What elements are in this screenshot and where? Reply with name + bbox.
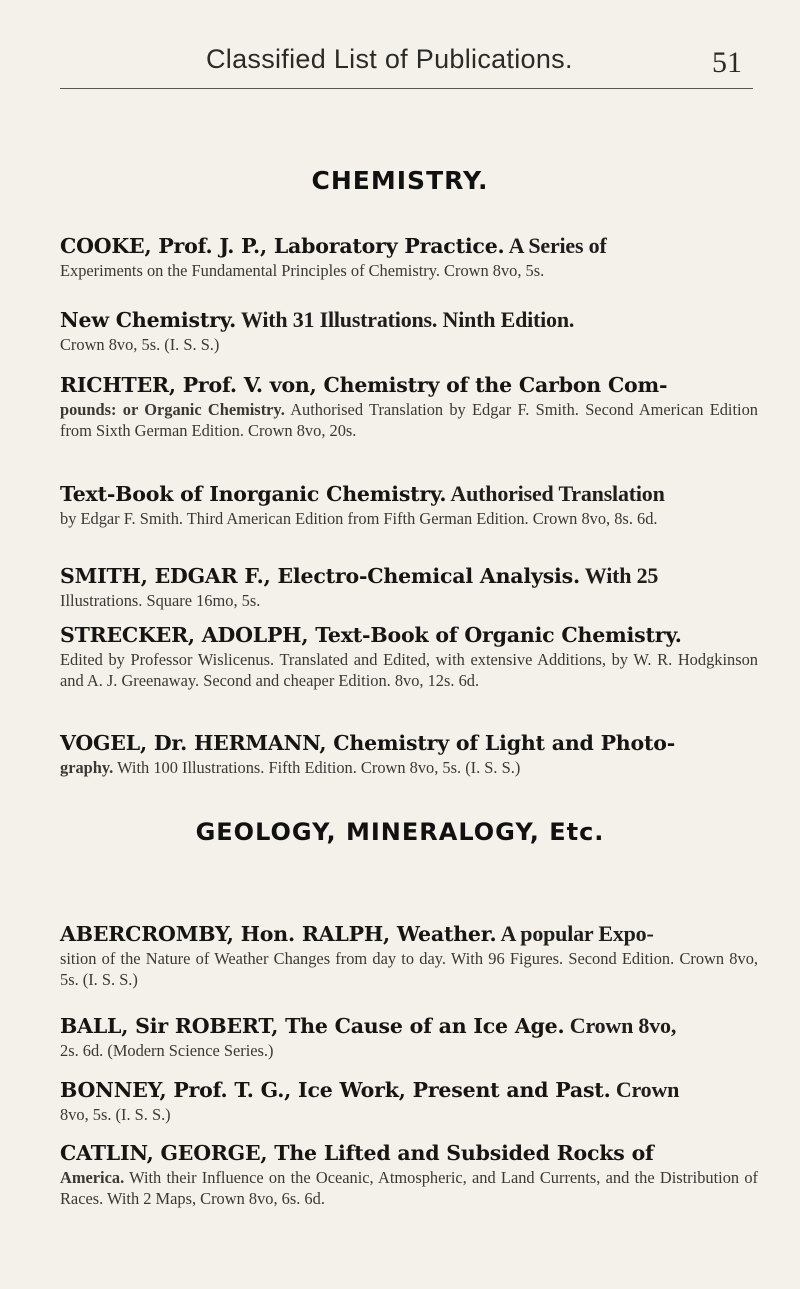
entry-new-chemistry xyxy=(60,306,758,355)
entry-lead: CATLIN, GEORGE, The Lifted and Subsided Rocks of xyxy=(60,1141,654,1165)
entry-lead: STRECKER, ADOLPH, Text-Book of Organic Chemistry. xyxy=(60,623,682,647)
entry-lead: BALL, Sir ROBERT, The Cause of an Ice Age. xyxy=(60,1014,565,1038)
entry-catlin xyxy=(60,1140,758,1209)
entry-body: 2s. 6d. (Modern Science Series.) xyxy=(60,1041,274,1060)
entry-body: by Edgar F. Smith. Third American Edition from Fifth German Edition. Crown 8vo, 8s. 6d. xyxy=(60,509,658,528)
entry-body: With 100 Illustrations. Fifth Edition. Crown 8vo, 5s. (I. S. S.) xyxy=(113,758,521,777)
entry-body: Experiments on the Fundamental Principles of Chemistry. Crown 8vo, 5s. xyxy=(60,261,545,280)
entry-lead: ABERCROMBY, Hon. RALPH, Weather. xyxy=(60,922,497,946)
entry-body: 8vo, 5s. (I. S. S.) xyxy=(60,1105,171,1124)
entry-body-lead: America. xyxy=(60,1168,125,1187)
entry-lead-rest: A popular Expo- xyxy=(496,921,654,946)
entry-lead-rest: With 25 xyxy=(579,563,659,588)
header-rule xyxy=(60,88,753,89)
entry-richter xyxy=(60,372,758,441)
entry-lead: VOGEL, Dr. HERMANN, Chemistry of Light and Photo- xyxy=(60,731,676,755)
entry-body-lead: graphy. xyxy=(60,758,114,777)
entry-strecker xyxy=(60,622,758,691)
entry-smith xyxy=(60,562,758,611)
section-heading-chemistry: CHEMISTRY. xyxy=(311,166,489,195)
entry-lead: RICHTER, Prof. V. von, Chemistry of the Carbon Com- xyxy=(60,373,668,397)
entry-cooke xyxy=(60,232,758,281)
entry-body: Crown 8vo, 5s. (I. S. S.) xyxy=(60,335,220,354)
entry-body: sition of the Nature of Weather Changes from day to day. With 96 Figures. Second Edition. Crown 8vo, 5s. (I. S. S.) xyxy=(60,949,758,989)
entry-body: With their Influence on the Oceanic, Atmospheric, and Land Currents, and the Distribution of Races. With 2 Maps, Crown 8vo, 6s. 6d. xyxy=(60,1168,758,1208)
running-head xyxy=(0,44,800,84)
entry-body: Authorised Translation by Edgar F. Smith. Second American Edition from Sixth German Edition. Crown 8vo, 20s. xyxy=(60,400,758,440)
entry-lead-rest: Crown xyxy=(610,1077,680,1102)
entry-lead-rest: Crown 8vo, xyxy=(564,1013,677,1038)
entry-body: Edited by Professor Wislicenus. Translated and Edited, with extensive Additions, by W. R. Hodgkinson and A. J. Greenaway. Second and cheaper Edition. 8vo, 12s. 6d. xyxy=(60,650,758,690)
entry-lead-rest: Authorised Translation xyxy=(446,481,665,506)
page-number: 51 xyxy=(712,46,742,79)
entry-bonney xyxy=(60,1076,758,1125)
running-title: Classified List of Publications. xyxy=(206,44,573,74)
entry-lead: BONNEY, Prof. T. G., Ice Work, Present and Past. xyxy=(60,1078,611,1102)
entry-lead: COOKE, Prof. J. P., Laboratory Practice. xyxy=(60,234,505,258)
entry-body: Illustrations. Square 16mo, 5s. xyxy=(60,591,261,610)
entry-lead: SMITH, EDGAR F., Electro-Chemical Analysis. xyxy=(60,564,580,588)
entry-ball xyxy=(60,1012,758,1061)
entry-body-lead: pounds: or Organic Chemistry. xyxy=(60,400,285,419)
entry-inorganic xyxy=(60,480,758,529)
entry-lead-rest: A Series of xyxy=(504,233,607,258)
entry-lead: New Chemistry. xyxy=(60,308,237,332)
entry-abercromby xyxy=(60,920,758,990)
entry-lead-rest: With 31 Illustrations. Ninth Edition. xyxy=(236,307,575,332)
entry-vogel xyxy=(60,730,758,778)
entry-lead: Text-Book of Inorganic Chemistry. xyxy=(60,482,447,506)
section-heading-geology: GEOLOGY, MINERALOGY, Etc. xyxy=(195,818,605,846)
